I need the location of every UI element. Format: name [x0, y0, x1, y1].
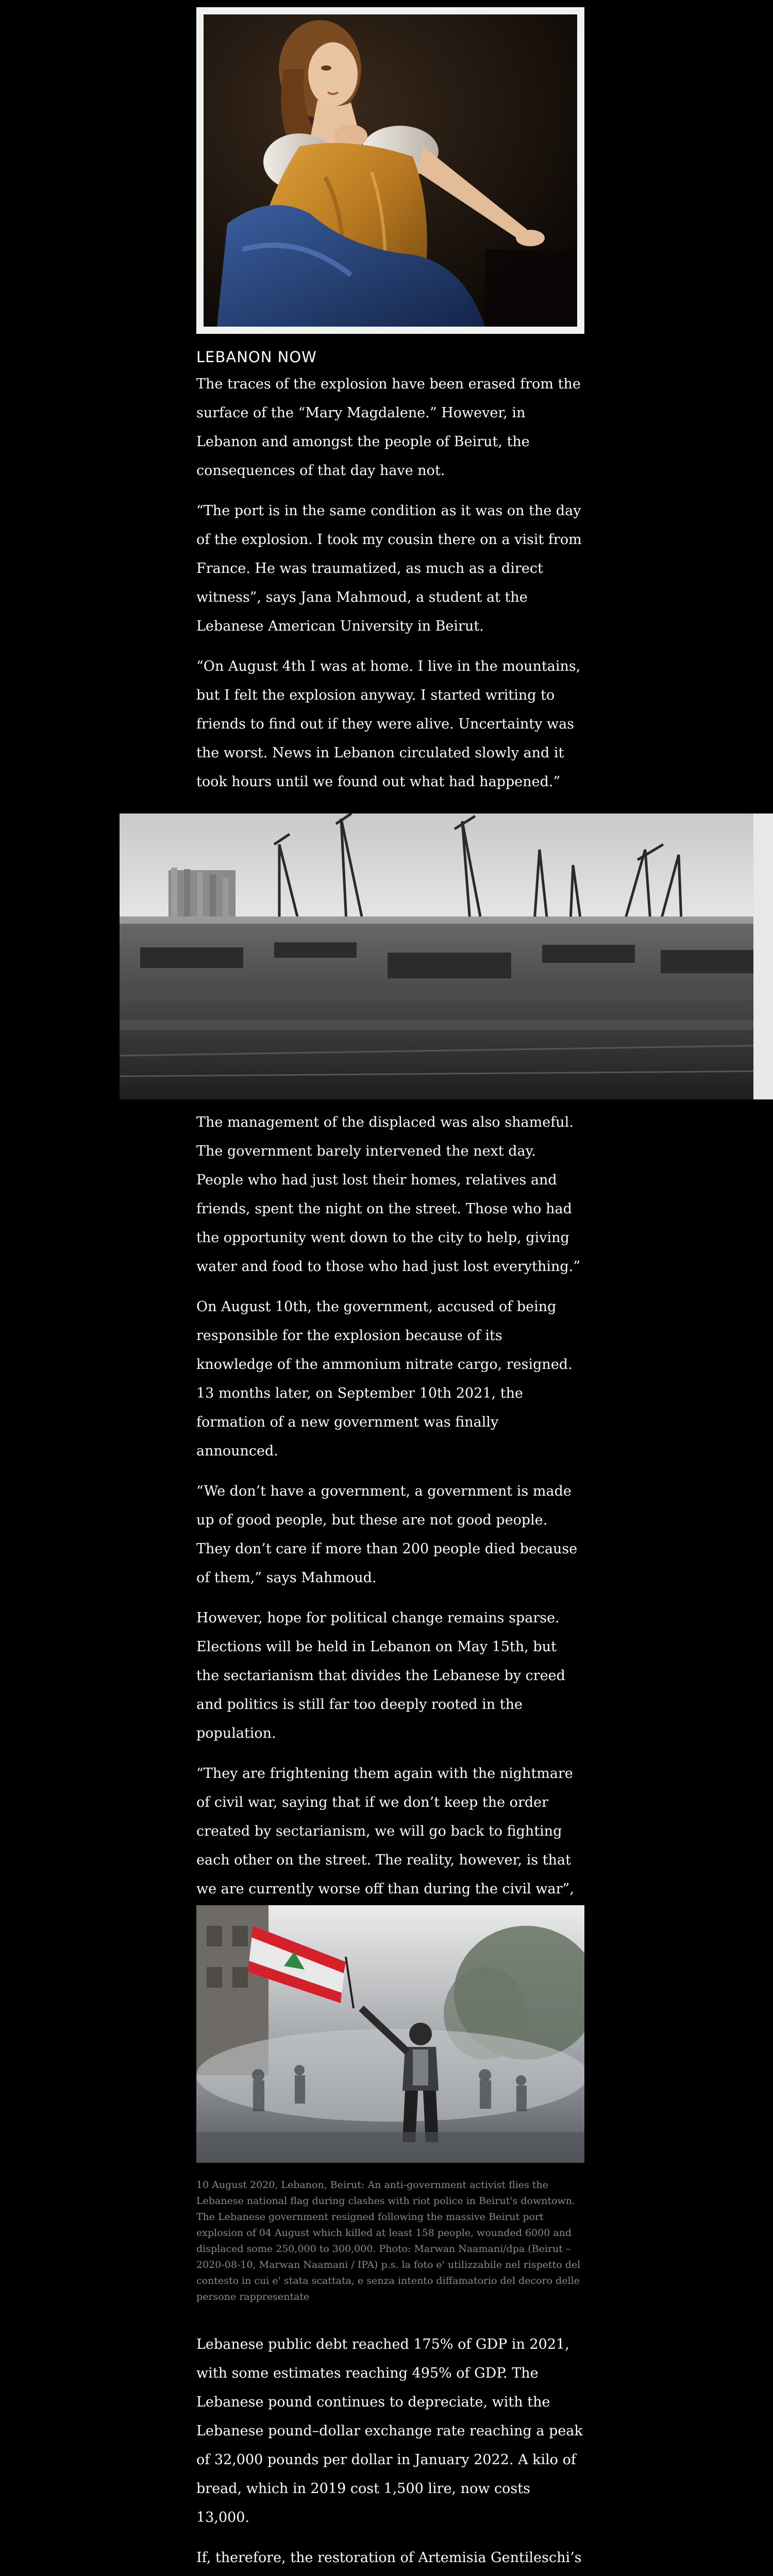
paragraph: The management of the displaced was also shameful. The government barely intervened the next day. People who had just lost their homes, relatives and friends, spent the night on the street. Those who had the opportunity went down to the city to help, giving water and food to those who had just lost everything.” — [196, 1114, 581, 1275]
paragraph: “The port is in the same condition as it was on the day of the explosion. I took my cousin there on a visit from France. He was traumatized, as much as a direct witness”, says Jana Mahmoud, a student at the Lebanese American University in Beirut. — [196, 503, 582, 634]
intro-paragraphs — [196, 370, 583, 796]
closing-paragraphs — [196, 2330, 583, 2576]
mary-magdalene-painting — [196, 7, 584, 334]
paragraph: “On August 4th I was at home. I live in the mountains, but I felt the explosion anyway. I started writing to friends to find out if they were alive. Uncertainty was the worst. News in Lebanon circulated slowly and it took hours until we found out what had happened.” — [196, 658, 581, 790]
beirut-port-ruins-photo — [120, 814, 773, 1099]
paragraph: “They are frightening them again with the nightmare of civil war, saying that if we don’t keep the order created by sectarianism, we will go back to fighting each other on the street. The reality, however, is that we are currently worse off than during the civil war”, — [196, 1766, 574, 1897]
paragraph: However, hope for political change remains sparse. Elections will be held in Lebanon on May 15th, but the sectarianism that divides the Lebanese by creed and politics is still far too deeply rooted in the population. — [196, 1610, 565, 1741]
photo-caption-container — [196, 2177, 583, 2305]
paragraph: On August 10th, the government, accused of being responsible for the explosion because of its knowledge of the ammonium nitrate cargo, resigned. 13 months later, on September 10th 2021, the formation of a new government was finally announced. — [196, 1299, 573, 1459]
photo-caption: 10 August 2020, Lebanon, Beirut: An anti-government activist flies the Lebanese national flag during clashes with riot police in Beirut's downtown. The Lebanese government resigned following the massive Beirut port explosion of 04 August which killed at least 158 people, wounded 6000 and displaced some 250,000 to 300,000. Photo: Marwan Naamani/dpa (Beirut – 2020-08-10, Marwan Naamani / IPA) p.s. la foto e' utilizzabile nel rispetto del contesto in cui e' stata scattata, e senza intento diffamatorio del decoro delle persone rappresentate — [196, 2179, 581, 2302]
protest-art — [196, 1905, 584, 2163]
paragraph: If, therefore, the restoration of Artemisia Gentileschi’s — [196, 2550, 582, 2566]
painting-art — [196, 7, 584, 334]
paragraph: Lebanese public debt reached 175% of GDP in 2021, with some estimates reaching 495% of GDP. The Lebanese pound continues to depreciate, with the Lebanese pound–dollar exchange rate reaching a peak of 32,000 pounds per dollar in January 2022. A kilo of bread, which in 2019 cost 1,500 lire, now costs 13,000. — [196, 2336, 583, 2526]
port-ruins-art — [120, 814, 773, 1099]
paragraph: The traces of the explosion have been erased from the surface of the “Mary Magdalene.” However, in Lebanon and amongst the people of Beirut, the consequences of that day have not. — [196, 376, 581, 479]
protest-photo — [196, 1905, 584, 2163]
section-label: LEBANON NOW — [196, 348, 317, 366]
paragraph: “We don’t have a government, a government is made up of good people, but these are not good people. They don’t care if more than 200 people died because of them,” says Mahmoud. — [196, 1483, 578, 1586]
body-paragraphs — [196, 1108, 583, 1961]
